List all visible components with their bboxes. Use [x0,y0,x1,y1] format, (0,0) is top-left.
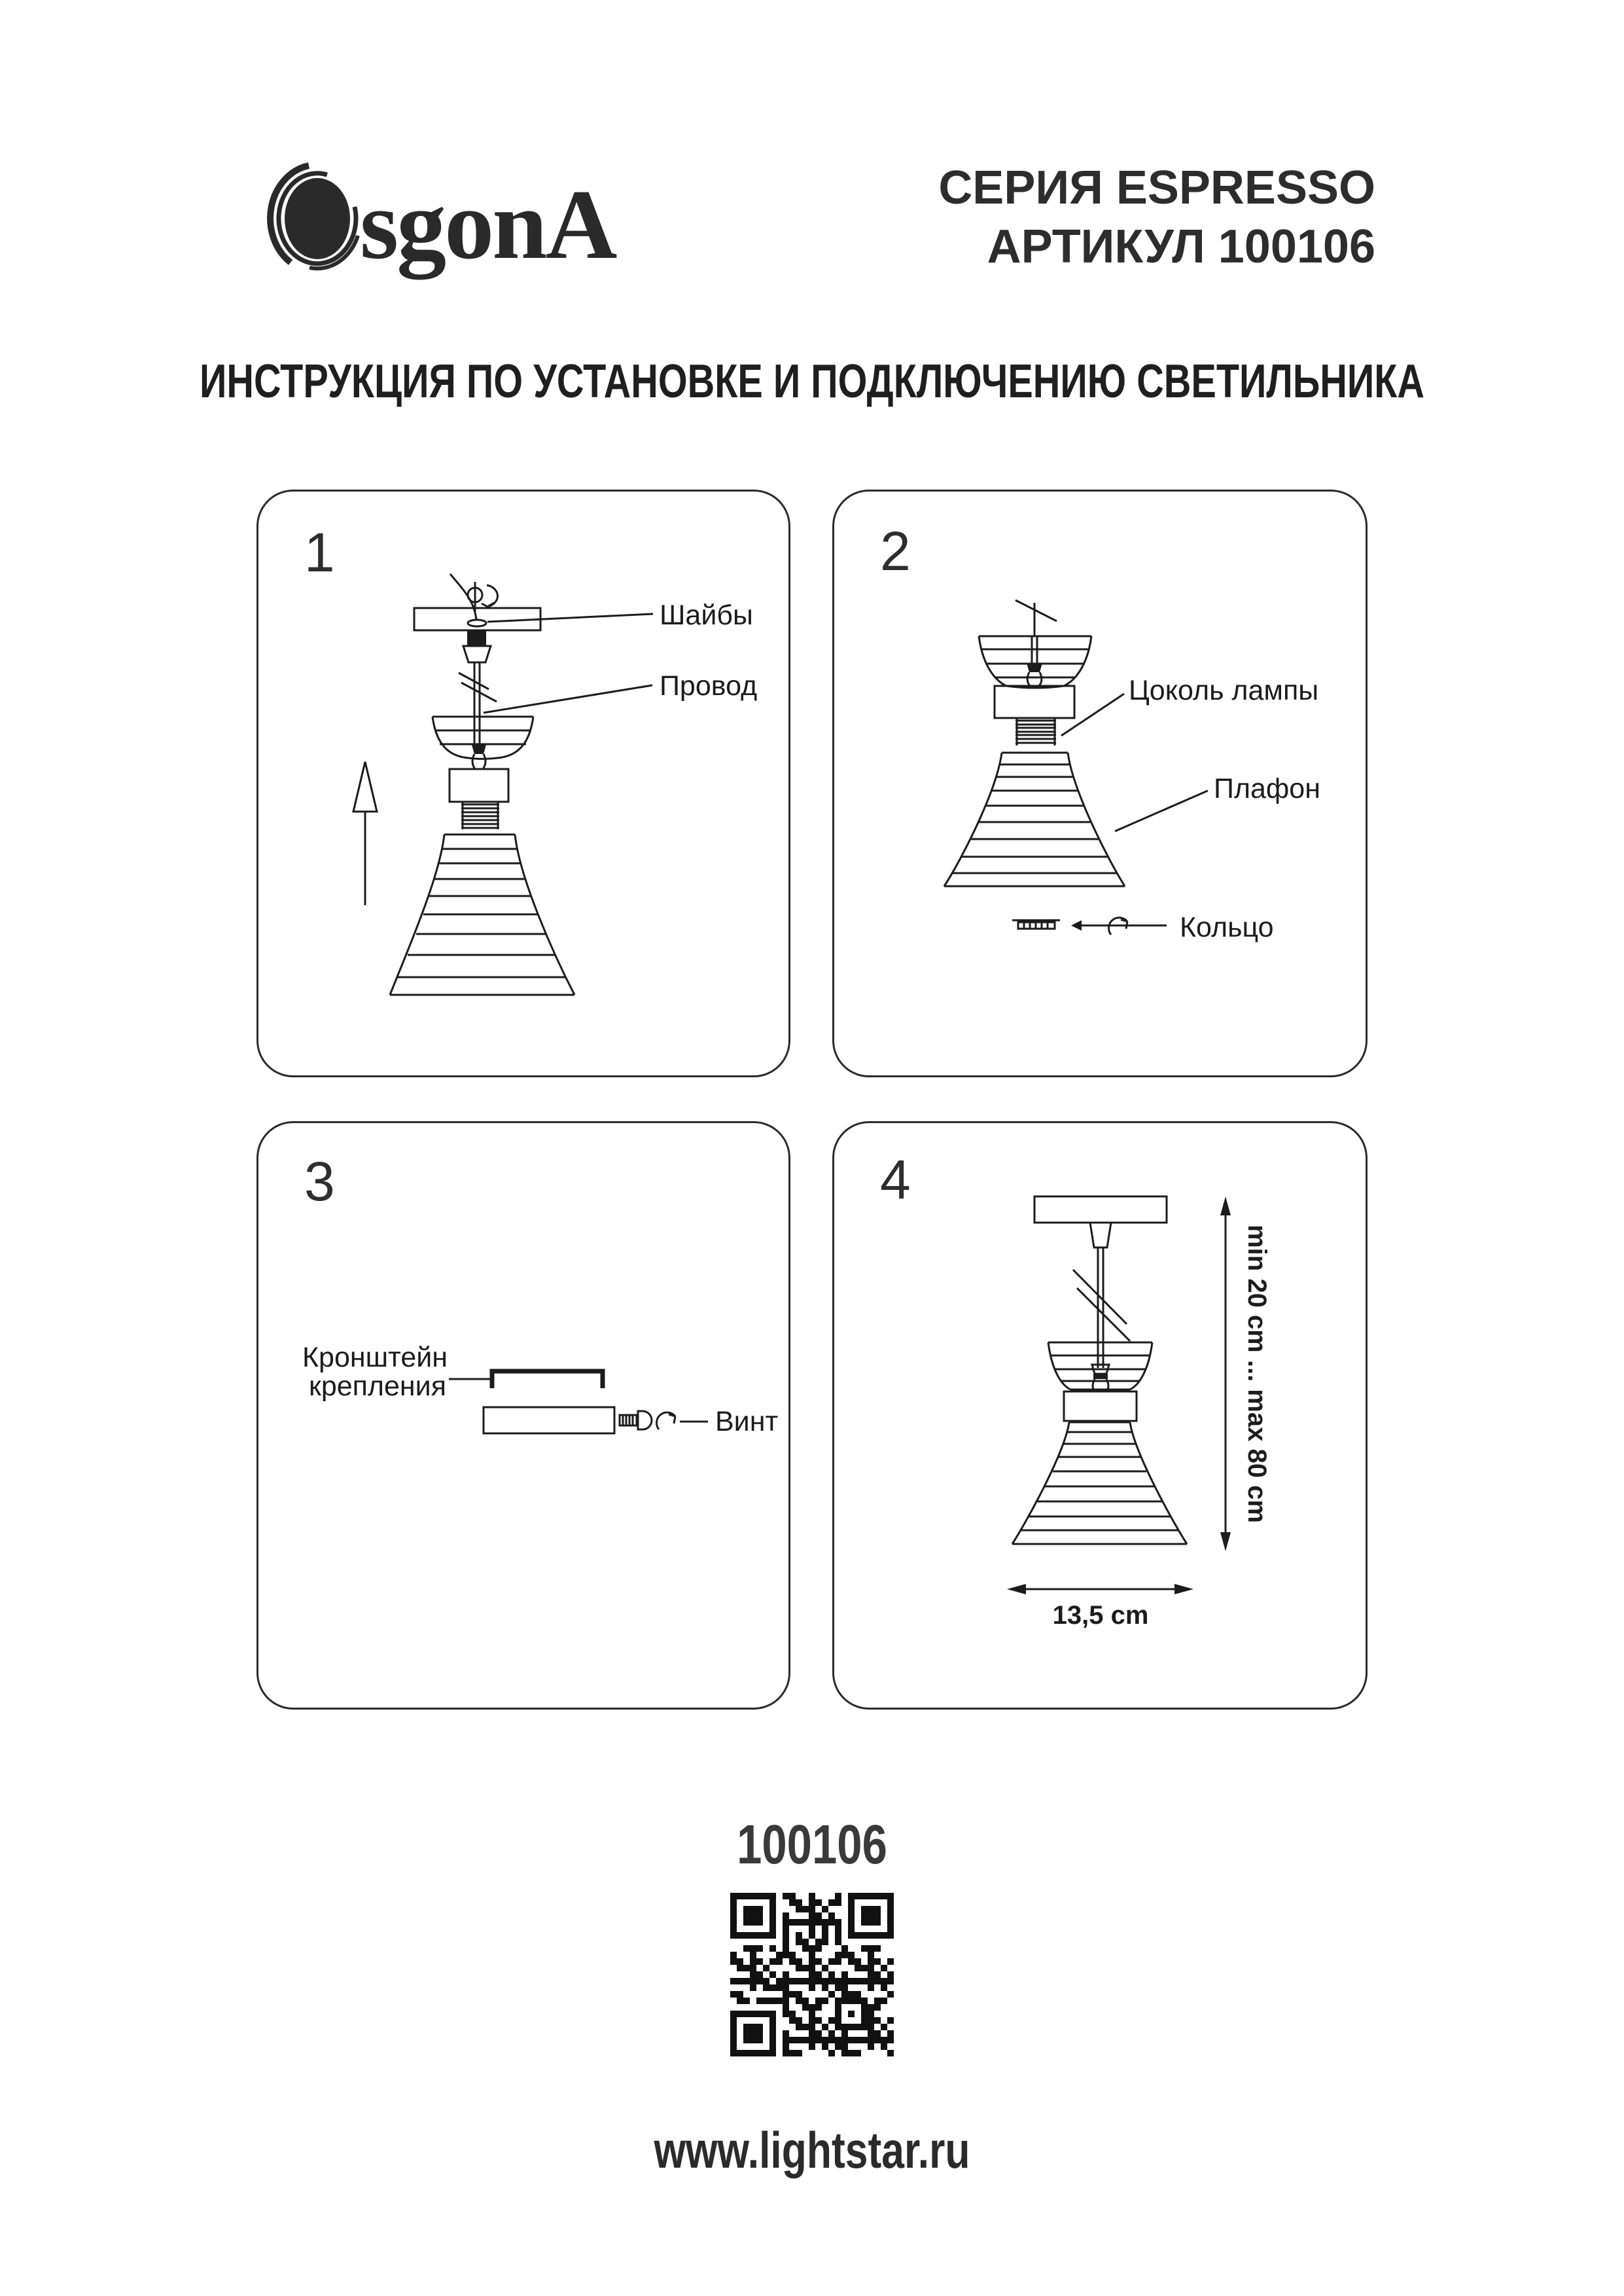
footer-article-number: 100106 [737,1814,887,1875]
washers-part [468,620,486,626]
socket-housing [1064,1391,1137,1421]
break-marks [1073,1270,1130,1341]
header-product-info [938,158,1375,276]
callout-washers [487,600,753,631]
socket-housing [995,686,1074,718]
step-number: 4 [880,1149,911,1210]
step-4-diagram [834,1123,1366,1708]
article-title: АРТИКУЛ 100106 [987,221,1375,273]
socket-nipple [472,745,486,769]
callout-shade [1115,773,1320,831]
label-lamp-base: Цоколь лампы [1129,675,1319,706]
terminal-block [467,630,486,646]
strain-relief-cone [1090,1223,1111,1247]
label-bracket-line2: крепления [309,1371,446,1402]
canopy-cup [979,636,1091,688]
canopy-cup [1048,1342,1152,1390]
website-url: www.lightstar.ru [654,2121,970,2179]
socket-thread [1015,718,1056,745]
ceiling-plate [1034,1196,1167,1223]
step-number: 2 [880,520,911,582]
callout-bracket [302,1342,491,1402]
suspension-rod [474,662,480,747]
rotate-arrow-icon [1071,918,1167,935]
lamp-shade [1012,1422,1187,1544]
label-shade: Плафон [1214,773,1320,804]
step-1-diagram [258,492,788,1075]
bracket-bar [484,1407,614,1433]
strain-relief-cone [463,646,491,662]
screw-part [620,1411,652,1429]
page-title: ИНСТРУКЦИЯ ПО УСТАНОВКЕ И ПОДКЛЮЧЕНИЮ СВЕТИЛЬНИКА [200,355,1424,408]
qr-code [730,1893,894,2056]
lamp-shade [944,753,1125,886]
step-3-diagram [258,1123,788,1708]
break-marks [459,673,497,702]
lamp-shade [390,834,574,995]
socket-housing [450,769,508,802]
brand-logo [254,148,633,289]
wire-end [1015,600,1057,637]
rotate-arrow-icon [656,1412,708,1429]
height-dimension [1220,1196,1271,1551]
mounting-bracket [492,1371,603,1388]
socket-thread [461,802,499,829]
step-panel-4 [832,1121,1368,1710]
step-2-diagram [834,492,1366,1075]
wire-end [450,574,476,620]
series-title: СЕРИЯ ESPRESSO [938,162,1375,214]
logo-o-icon [270,166,358,268]
brand-logo-text: sgonA [360,170,616,279]
up-arrow-icon [353,762,377,905]
label-ring: Кольцо [1180,912,1274,943]
label-bracket-line1: Кронштейн [302,1342,448,1373]
label-washers: Шайбы [660,600,753,631]
step-number: 3 [304,1151,335,1212]
label-screw: Винт [715,1406,779,1437]
step-panel-1 [256,490,790,1077]
step-panel-3 [256,1121,790,1710]
label-height-range: min 20 cm ... max 80 cm [1243,1225,1271,1523]
socket-nipple [1027,663,1042,686]
width-dimension [1007,1584,1193,1630]
callout-lamp-base [1061,675,1318,736]
step-number: 1 [304,522,335,583]
label-wire: Провод [660,670,758,702]
callout-wire [484,670,757,713]
step-panel-2 [832,490,1368,1077]
ring-part [1012,920,1060,929]
label-diameter: 13,5 cm [1052,1601,1149,1630]
brand-logo-graphic [254,148,633,289]
suspension-rod [1098,1247,1103,1368]
